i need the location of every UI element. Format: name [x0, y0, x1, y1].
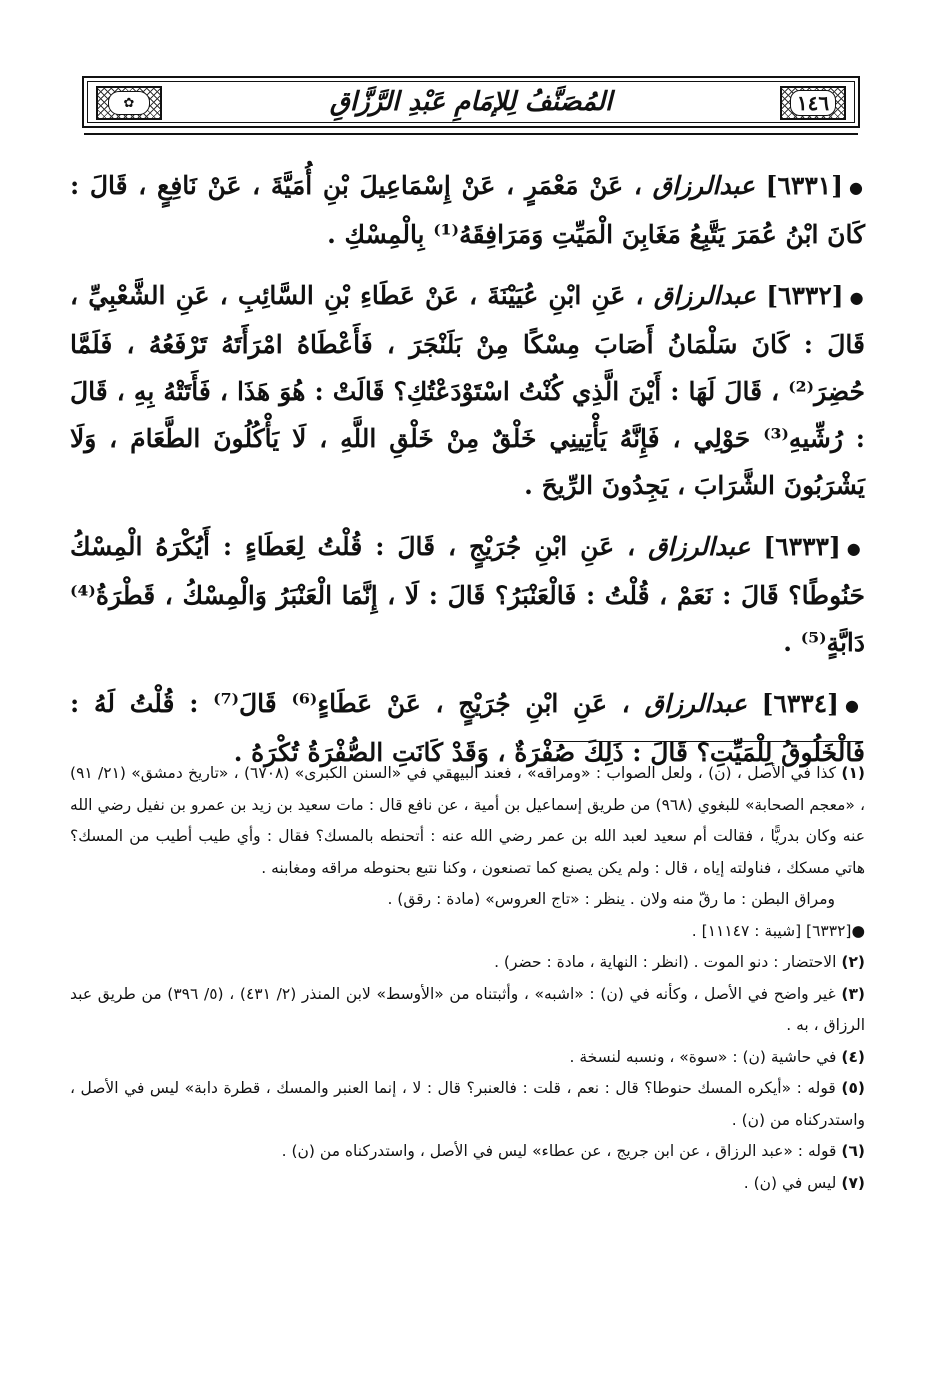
footnote — [70, 758, 865, 884]
footnotes — [70, 758, 865, 1199]
footnote-text: [٦٣٣٢] [شيبة : ١١١٤٧] . — [691, 921, 852, 940]
hadith-number: [٦٣٣٢] — [766, 281, 844, 310]
footnote — [70, 1073, 865, 1136]
footnote-text: قوله : «عبد الرزاق ، عن ابن جريج ، عن عطاء» ليس في الأصل ، واستدركناه من (ن) . — [281, 1142, 837, 1160]
footnote-separator — [553, 741, 863, 742]
footnote-text: ليس في (ن) . — [743, 1173, 837, 1192]
footnote — [70, 1042, 865, 1074]
hadith-source: عبدالرزاق — [644, 689, 747, 718]
hadith-6332 — [70, 272, 865, 509]
footnote-text: كذا في الأصل ، (ن) ، ولعل الصواب : «ومراقه» ، فعند البيهقي في «السنن الكبرى» (٦٧٠٨) ، «تاريخ دمشق» (٢١/ ٩١) ، «معجم الصحابة» للبغوي (٩٦٨) من طريق إسماعيل بن أمية ، عن نافع قال : مات سعيد بن زيد بن عمرو بن نفيل رضي الله عنه وكان بدريًّا ، فقالت أم سعيد لعبد الله بن عمر رضي الله عنه : أتحنطه بالمسك؟ فقال : وأي طيب أطيب من المسك؟ هاتي مسكك ، فناولته إياه ، قال : ولم يكن يصنع كما تصنعون ، وكنا نتبع بحنوطه مراقه ومغابنه . — [70, 764, 865, 877]
bullet-icon: ● — [845, 696, 865, 715]
hadith-text: ، عَنِ ابْنِ عُيَيْنَةَ ، عَنْ عَطَاءِ بْنِ السَّائِبِ ، عَنِ الشَّعْبِيِّ ، قَالَ : كَانَ سَلْمَانُ أَصَابَ مِسْكًا مِنْ بَلَنْجَرَ ، فَأَعْطَاهُ امْرَأَتَهُ تَرْفَعُهُ ، فَلَمَّا حُضِرَ⁽²⁾ ، قَالَ لَهَا : أَيْنَ الَّذِي كُنْتُ اسْتَوْدَعْتُكِ؟ قَالَتْ : هُوَ هَذَا ، فَأَتَتْهُ بِهِ ، قَالَ : رُشِّيهِ⁽³⁾ حَوْلِي ، فَإِنَّهُ يَأْتِينِي خَلْقٌ مِنْ خَلْقِ اللَّهِ ، لَا يَأْكُلُونَ الطَّعَامَ ، وَلَا يَشْرَبُونَ الشَّرَابَ ، يَجِدُونَ الرِّيحَ . — [70, 281, 865, 500]
book-title: المُصَنَّفُ لِلإمَامِ عَبْدِ الرَّزَّاقِ — [329, 87, 613, 117]
footnote — [70, 979, 865, 1042]
footnote-text: ومراق البطن : ما رقّ منه ولان . ينظر : «تاج العروس» (مادة : رقق) . — [387, 890, 835, 908]
hadith-source: عبدالرزاق — [653, 281, 757, 310]
hadith-text: ، عَنِ ابْنِ جُرَيْجٍ ، عَنْ عَطَاءٍ⁽⁶⁾ قَالَ⁽⁷⁾ : قُلْتُ لَهُ : فَالْخَلُوقُ لِلْمَيِّتِ؟ قَالَ : ذَلِكَ صُفْرَةٌ ، وَقَدْ كَانَتِ الصُّفْرَةُ تُكْرَهُ . — [70, 689, 865, 767]
footnote-label: (٣) — [841, 984, 865, 1003]
footnote-label: (٧) — [841, 1173, 865, 1192]
hadith-text: ، عَنْ مَعْمَرٍ ، عَنْ إِسْمَاعِيلَ بْنِ أُمَيَّةَ ، عَنْ نَافِعٍ ، قَالَ : كَانَ ابْنُ عُمَرَ يَتَّبِعُ مَغَابِنَ الْمَيِّتِ وَمَرَافِقَهُ⁽¹⁾ بِالْمِسْكِ . — [70, 171, 865, 249]
footnote-label: (١) — [841, 764, 866, 782]
footnote — [70, 1168, 865, 1200]
hadith-text: ، عَنِ ابْنِ جُرَيْجٍ ، قَالَ : قُلْتُ لِعَطَاءٍ : أَيُكْرَهُ الْمِسْكُ حَنُوطًا؟ قَالَ : نَعَمْ ، قُلْتُ : فَالْعَنْبَرُ؟ قَالَ : لَا ، إِنَّمَا الْعَنْبَرُ وَالْمِسْكُ ، قَطْرَةُ⁽⁴⁾ دَابَّةٍ⁽⁵⁾ . — [70, 532, 865, 657]
bullet-icon: ● — [849, 178, 865, 197]
page-number: ١٤٦ — [790, 90, 836, 116]
footnote-bullet-icon: ● — [851, 921, 865, 940]
page-number-box — [780, 86, 846, 120]
footnote-label: (٤) — [841, 1047, 865, 1066]
hadith-number: [٦٣٣٤] — [761, 689, 840, 718]
footnote-text: الاحتضار : دنو الموت . (انظر : النهاية ، مادة : حضر) . — [494, 953, 837, 971]
footnote — [70, 1136, 865, 1168]
ornament-logo-inner: ✿ — [108, 91, 150, 115]
bullet-icon: ● — [849, 288, 865, 307]
hadith-number: [٦٣٣٣] — [763, 532, 841, 561]
footnote-label: (٦) — [841, 1142, 865, 1160]
hadith-source: عبدالرزاق — [652, 171, 755, 200]
bullet-icon: ● — [846, 539, 865, 558]
main-text — [70, 162, 865, 790]
footnote-text: في حاشية (ن) : «سوة» ، ونسبه لنسخة . — [569, 1047, 837, 1066]
footnote-label: (٢) — [841, 953, 865, 971]
hadith-number: [٦٣٣١] — [765, 171, 844, 200]
ornament-logo — [96, 86, 162, 120]
footnote — [70, 916, 865, 948]
footnote-text: قوله : «أيكره المسك حنوطا؟ قال : نعم ، قلت : فالعنبر؟ قال : لا ، إنما العنبر والمسك ، قطرة دابة» ليس في الأصل ، واستدركناه من (ن) . — [70, 1079, 865, 1129]
footnote-label: (٥) — [841, 1079, 865, 1097]
hadith-6333 — [70, 523, 865, 666]
hadith-6331 — [70, 162, 865, 258]
footnote-text: غير واضح في الأصل ، وكأنه في (ن) : «اشبه» ، وأثبتناه من «الأوسط» لابن المنذر (٢/ ٤٣١) ، (٥/ ٣٩٦) من طريق عبد الرزاق ، به . — [70, 984, 865, 1034]
hadith-source: عبدالرزاق — [648, 532, 751, 561]
page-header — [82, 76, 860, 128]
footnote — [70, 884, 865, 916]
footnote — [70, 947, 865, 979]
